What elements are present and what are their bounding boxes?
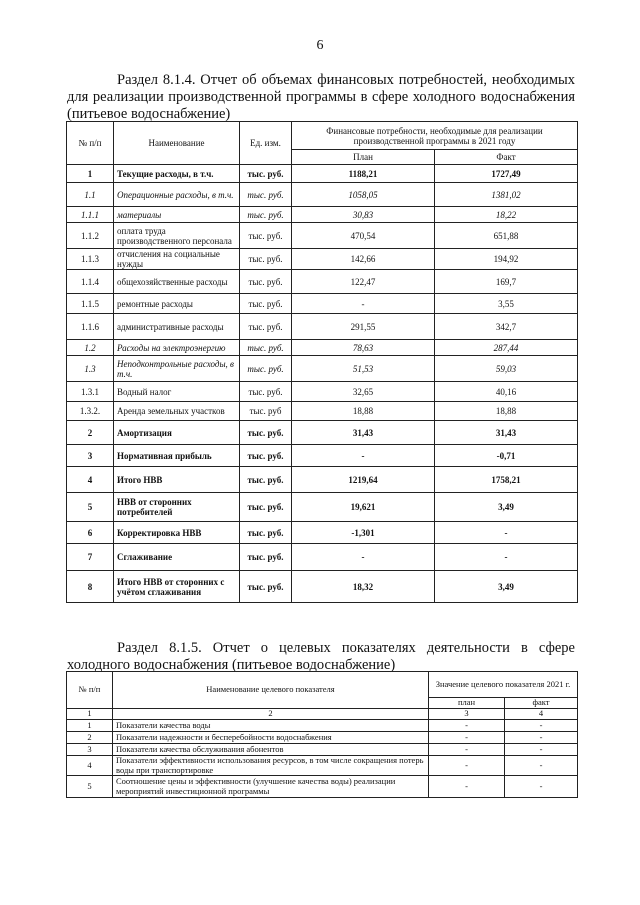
row-num: 2 (67, 421, 114, 445)
row-fact: 287,44 (435, 340, 578, 356)
row-name: Сглаживание (114, 544, 240, 571)
column-index: 3 (429, 709, 505, 720)
header-name: Наименование (114, 122, 240, 165)
table-row (67, 340, 578, 356)
row-plan: 30,83 (292, 207, 435, 223)
row-name: Итого НВВ (114, 467, 240, 493)
section-heading-lead: Раздел (117, 72, 159, 88)
row-num: 5 (67, 776, 113, 798)
header-unit: Ед. изм. (240, 122, 292, 165)
row-unit: тыс. руб (240, 402, 292, 421)
row-fact: 18,88 (435, 402, 578, 421)
row-name: Аренда земельных участков (114, 402, 240, 421)
header-fact: факт (505, 698, 578, 709)
section-heading-8-1-5 (67, 640, 575, 674)
row-name: Показатели качества обслуживания абонентов (113, 744, 429, 756)
row-num: 1 (67, 720, 113, 732)
row-unit: тыс. руб. (240, 270, 292, 294)
row-fact: 40,16 (435, 382, 578, 402)
column-index: 1 (67, 709, 113, 720)
page-number: 6 (316, 38, 324, 53)
row-unit: тыс. руб. (240, 382, 292, 402)
row-name: Текущие расходы, в т.ч. (114, 165, 240, 183)
table-row (67, 720, 578, 732)
table-row (67, 382, 578, 402)
row-plan: 122,47 (292, 270, 435, 294)
row-name: отчисления на социальные нужды (114, 249, 240, 270)
section-heading-8-1-4 (67, 72, 575, 123)
row-plan: 31,43 (292, 421, 435, 445)
row-unit: тыс. руб. (240, 493, 292, 522)
row-num: 1.1.4 (67, 270, 114, 294)
table-row (67, 467, 578, 493)
row-name: Соотношение цены и эффективности (улучшение качества воды) реализации мероприятий инвестиционной программы (113, 776, 429, 798)
row-plan: - (429, 744, 505, 756)
row-name: материалы (114, 207, 240, 223)
row-num: 1.1.3 (67, 249, 114, 270)
row-name: Показатели надежности и бесперебойности водоснабжения (113, 732, 429, 744)
row-fact: 1381,02 (435, 183, 578, 207)
row-plan: 51,53 (292, 356, 435, 382)
header-fact: Факт (435, 150, 578, 165)
row-plan: - (292, 544, 435, 571)
section-heading-text: 8.1.5. Отчет о целевых показателях деятельности в сфере холодного водоснабжения (питьевое водоснабжение) (67, 640, 575, 673)
row-fact: - (435, 544, 578, 571)
column-index: 2 (113, 709, 429, 720)
row-fact: - (505, 744, 578, 756)
row-plan: 470,54 (292, 223, 435, 249)
table-row (67, 493, 578, 522)
table-row (67, 756, 578, 776)
table-row (67, 165, 578, 183)
row-fact: 3,55 (435, 294, 578, 314)
row-name: общехозяйственные расходы (114, 270, 240, 294)
row-num: 6 (67, 522, 114, 544)
table-row (67, 522, 578, 544)
row-num: 1.1 (67, 183, 114, 207)
row-num: 1.2 (67, 340, 114, 356)
row-num: 3 (67, 445, 114, 467)
row-plan: - (292, 294, 435, 314)
target-indicators-table (66, 671, 578, 798)
row-num: 1.3.1 (67, 382, 114, 402)
row-name: Неподконтрольные расходы, в т.ч. (114, 356, 240, 382)
column-index: 4 (505, 709, 578, 720)
header-name: Наименование целевого показателя (113, 672, 429, 709)
header-plan: План (292, 150, 435, 165)
row-name: оплата труда производственного персонала (114, 223, 240, 249)
table-row (67, 421, 578, 445)
row-unit: тыс. руб. (240, 544, 292, 571)
row-num: 5 (67, 493, 114, 522)
row-num: 1.3.2. (67, 402, 114, 421)
row-name: Расходы на электроэнергию (114, 340, 240, 356)
row-num: 1.1.6 (67, 314, 114, 340)
row-fact: 3,49 (435, 571, 578, 603)
header-group: Финансовые потребности, необходимые для реализации производственной программы в 2021 году (292, 122, 578, 150)
row-unit: тыс. руб. (240, 421, 292, 445)
row-num: 1 (67, 165, 114, 183)
header-group: Значение целевого показателя 2021 г. (429, 672, 578, 698)
row-name: Показатели качества воды (113, 720, 429, 732)
row-plan: 18,32 (292, 571, 435, 603)
financial-needs-body (67, 165, 578, 603)
row-plan: - (292, 445, 435, 467)
row-unit: тыс. руб. (240, 356, 292, 382)
row-unit: тыс. руб. (240, 467, 292, 493)
row-fact: 169,7 (435, 270, 578, 294)
row-name: Корректировка НВВ (114, 522, 240, 544)
row-name: Нормативная прибыль (114, 445, 240, 467)
table-row (67, 445, 578, 467)
table-row (67, 223, 578, 249)
row-num: 7 (67, 544, 114, 571)
row-fact: - (505, 720, 578, 732)
row-unit: тыс. руб. (240, 522, 292, 544)
row-unit: тыс. руб. (240, 249, 292, 270)
table-row (67, 732, 578, 744)
table-row (67, 249, 578, 270)
row-num: 1.1.1 (67, 207, 114, 223)
row-fact: -0,71 (435, 445, 578, 467)
header-num: № п/п (67, 122, 114, 165)
row-name: Водный налог (114, 382, 240, 402)
row-unit: тыс. руб. (240, 445, 292, 467)
row-fact: 342,7 (435, 314, 578, 340)
row-num: 1.1.2 (67, 223, 114, 249)
row-fact: - (505, 732, 578, 744)
row-unit: тыс. руб. (240, 340, 292, 356)
header-num: № п/п (67, 672, 113, 709)
row-fact: 59,03 (435, 356, 578, 382)
row-name: Операционные расходы, в т.ч. (114, 183, 240, 207)
section-heading-text: 8.1.4. Отчет об объемах финансовых потребностей, необходимых для реализации производственной программы в сфере холодного водоснабжения (питьевое водоснабжение) (67, 72, 575, 122)
row-fact: 1727,49 (435, 165, 578, 183)
row-name: Показатели эффективности использования ресурсов, в том числе сокращения потерь воды при транспортировке (113, 756, 429, 776)
row-plan: -1,301 (292, 522, 435, 544)
row-fact: 18,22 (435, 207, 578, 223)
row-unit: тыс. руб. (240, 183, 292, 207)
row-num: 1.3 (67, 356, 114, 382)
row-fact: - (505, 776, 578, 798)
table-row (67, 571, 578, 603)
row-fact: 194,92 (435, 249, 578, 270)
row-unit: тыс. руб. (240, 571, 292, 603)
row-name: административные расходы (114, 314, 240, 340)
table-row (67, 544, 578, 571)
row-num: 1.1.5 (67, 294, 114, 314)
row-plan: 19,621 (292, 493, 435, 522)
row-plan: 291,55 (292, 314, 435, 340)
row-plan: - (429, 732, 505, 744)
target-indicators-body (67, 720, 578, 798)
row-name: Амортизация (114, 421, 240, 445)
row-plan: 18,88 (292, 402, 435, 421)
table-row (67, 744, 578, 756)
row-name: Итого НВВ от сторонних с учётом сглаживания (114, 571, 240, 603)
row-fact: 3,49 (435, 493, 578, 522)
row-name: ремонтные расходы (114, 294, 240, 314)
table-row (67, 314, 578, 340)
row-num: 3 (67, 744, 113, 756)
table-row (67, 183, 578, 207)
table-row (67, 294, 578, 314)
row-fact: 651,88 (435, 223, 578, 249)
row-unit: тыс. руб. (240, 294, 292, 314)
row-plan: 142,66 (292, 249, 435, 270)
table-row (67, 207, 578, 223)
row-plan: 1188,21 (292, 165, 435, 183)
row-unit: тыс. руб. (240, 207, 292, 223)
row-plan: 1058,05 (292, 183, 435, 207)
section-heading-lead: Раздел (117, 640, 159, 656)
row-plan: 32,65 (292, 382, 435, 402)
header-plan: план (429, 698, 505, 709)
row-plan: - (429, 720, 505, 732)
row-num: 4 (67, 467, 114, 493)
row-unit: тыс. руб. (240, 223, 292, 249)
row-unit: тыс. руб. (240, 165, 292, 183)
row-plan: 78,63 (292, 340, 435, 356)
row-unit: тыс. руб. (240, 314, 292, 340)
table-row (67, 402, 578, 421)
row-plan: - (429, 756, 505, 776)
table-row (67, 356, 578, 382)
row-name: НВВ от сторонних потребителей (114, 493, 240, 522)
table-row (67, 776, 578, 798)
financial-needs-table (66, 121, 578, 603)
table-row (67, 270, 578, 294)
row-num: 2 (67, 732, 113, 744)
row-fact: - (435, 522, 578, 544)
row-plan: - (429, 776, 505, 798)
row-fact: 31,43 (435, 421, 578, 445)
row-plan: 1219,64 (292, 467, 435, 493)
row-fact: 1758,21 (435, 467, 578, 493)
row-num: 8 (67, 571, 114, 603)
row-fact: - (505, 756, 578, 776)
row-num: 4 (67, 756, 113, 776)
